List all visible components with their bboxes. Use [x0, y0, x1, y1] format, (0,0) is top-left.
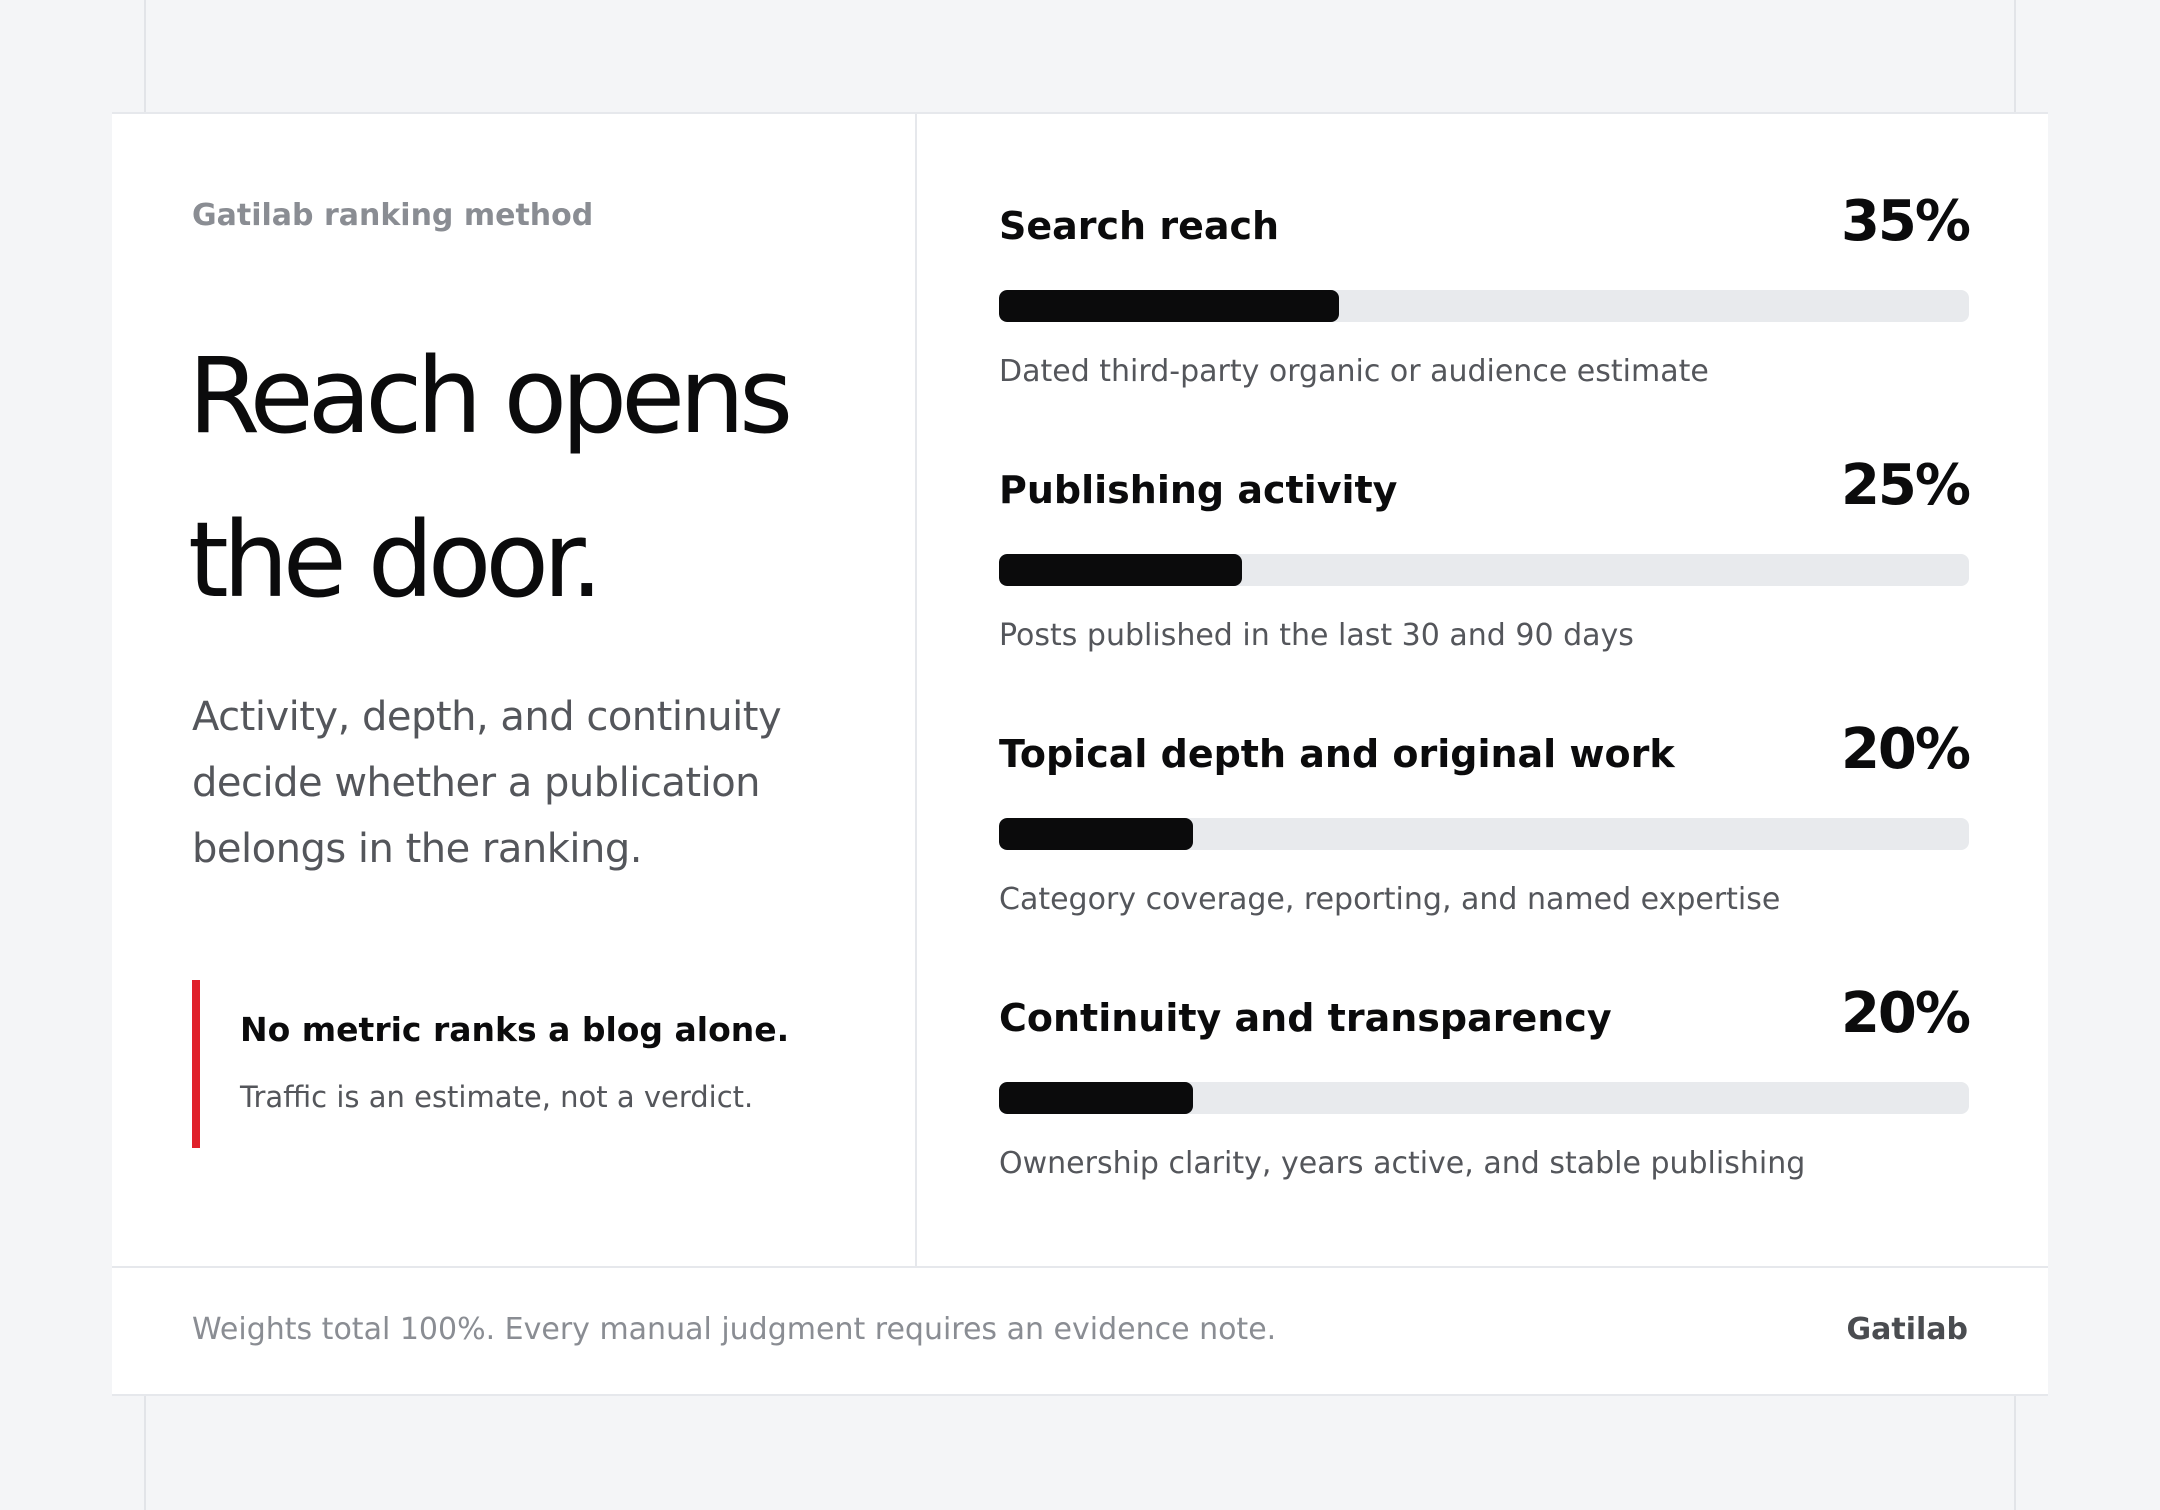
metric-description: Dated third-party organic or audience estimate	[999, 354, 1709, 389]
metric-description: Ownership clarity, years active, and stable publishing	[999, 1146, 1806, 1181]
card-footer	[112, 1266, 2048, 1396]
metric-topical-depth	[999, 642, 1969, 917]
metric-description: Category coverage, reporting, and named expertise	[999, 882, 1781, 917]
weight-bar-track	[999, 1082, 1969, 1114]
weight-bar-track	[999, 554, 1969, 586]
weight-bar-fill	[999, 1082, 1193, 1114]
intro-paragraph: Activity, depth, and continuity decide whether a publication belongs in the ranking.	[192, 694, 782, 872]
footer-note: Weights total 100%. Every manual judgment requires an evidence note.	[192, 1312, 1277, 1347]
metric-label: Continuity and transparency	[999, 996, 1612, 1040]
brand-name: Gatilab	[1846, 1312, 1968, 1347]
metric-continuity-transparency	[999, 906, 1969, 1181]
weight-bar-track	[999, 818, 1969, 850]
ranking-method-card	[112, 112, 2048, 1396]
metric-weight: 35%	[1840, 189, 1969, 254]
metric-label: Publishing activity	[999, 468, 1398, 512]
metric-label: Search reach	[999, 204, 1280, 248]
callout-title: No metric ranks a blog alone.	[240, 1010, 790, 1049]
metric-label: Topical depth and original work	[999, 732, 1675, 776]
intro-panel	[112, 114, 917, 1266]
metric-weight: 20%	[1840, 981, 1969, 1046]
weights-panel	[917, 114, 2048, 1266]
callout-block	[192, 980, 832, 1148]
metric-weight: 25%	[1840, 453, 1969, 518]
weight-bar-fill	[999, 554, 1242, 586]
metric-search-reach	[999, 114, 1969, 389]
page-title: Reach opens the door.	[188, 335, 788, 621]
weight-bar-fill	[999, 818, 1193, 850]
metric-description: Posts published in the last 30 and 90 days	[999, 618, 1634, 653]
weight-bar-fill	[999, 290, 1339, 322]
metric-weight: 20%	[1840, 717, 1969, 782]
eyebrow-label: Gatilab ranking method	[192, 198, 594, 233]
weight-bar-track	[999, 290, 1969, 322]
metric-publishing-activity	[999, 378, 1969, 653]
callout-text: Traffic is an estimate, not a verdict.	[240, 1080, 754, 1114]
